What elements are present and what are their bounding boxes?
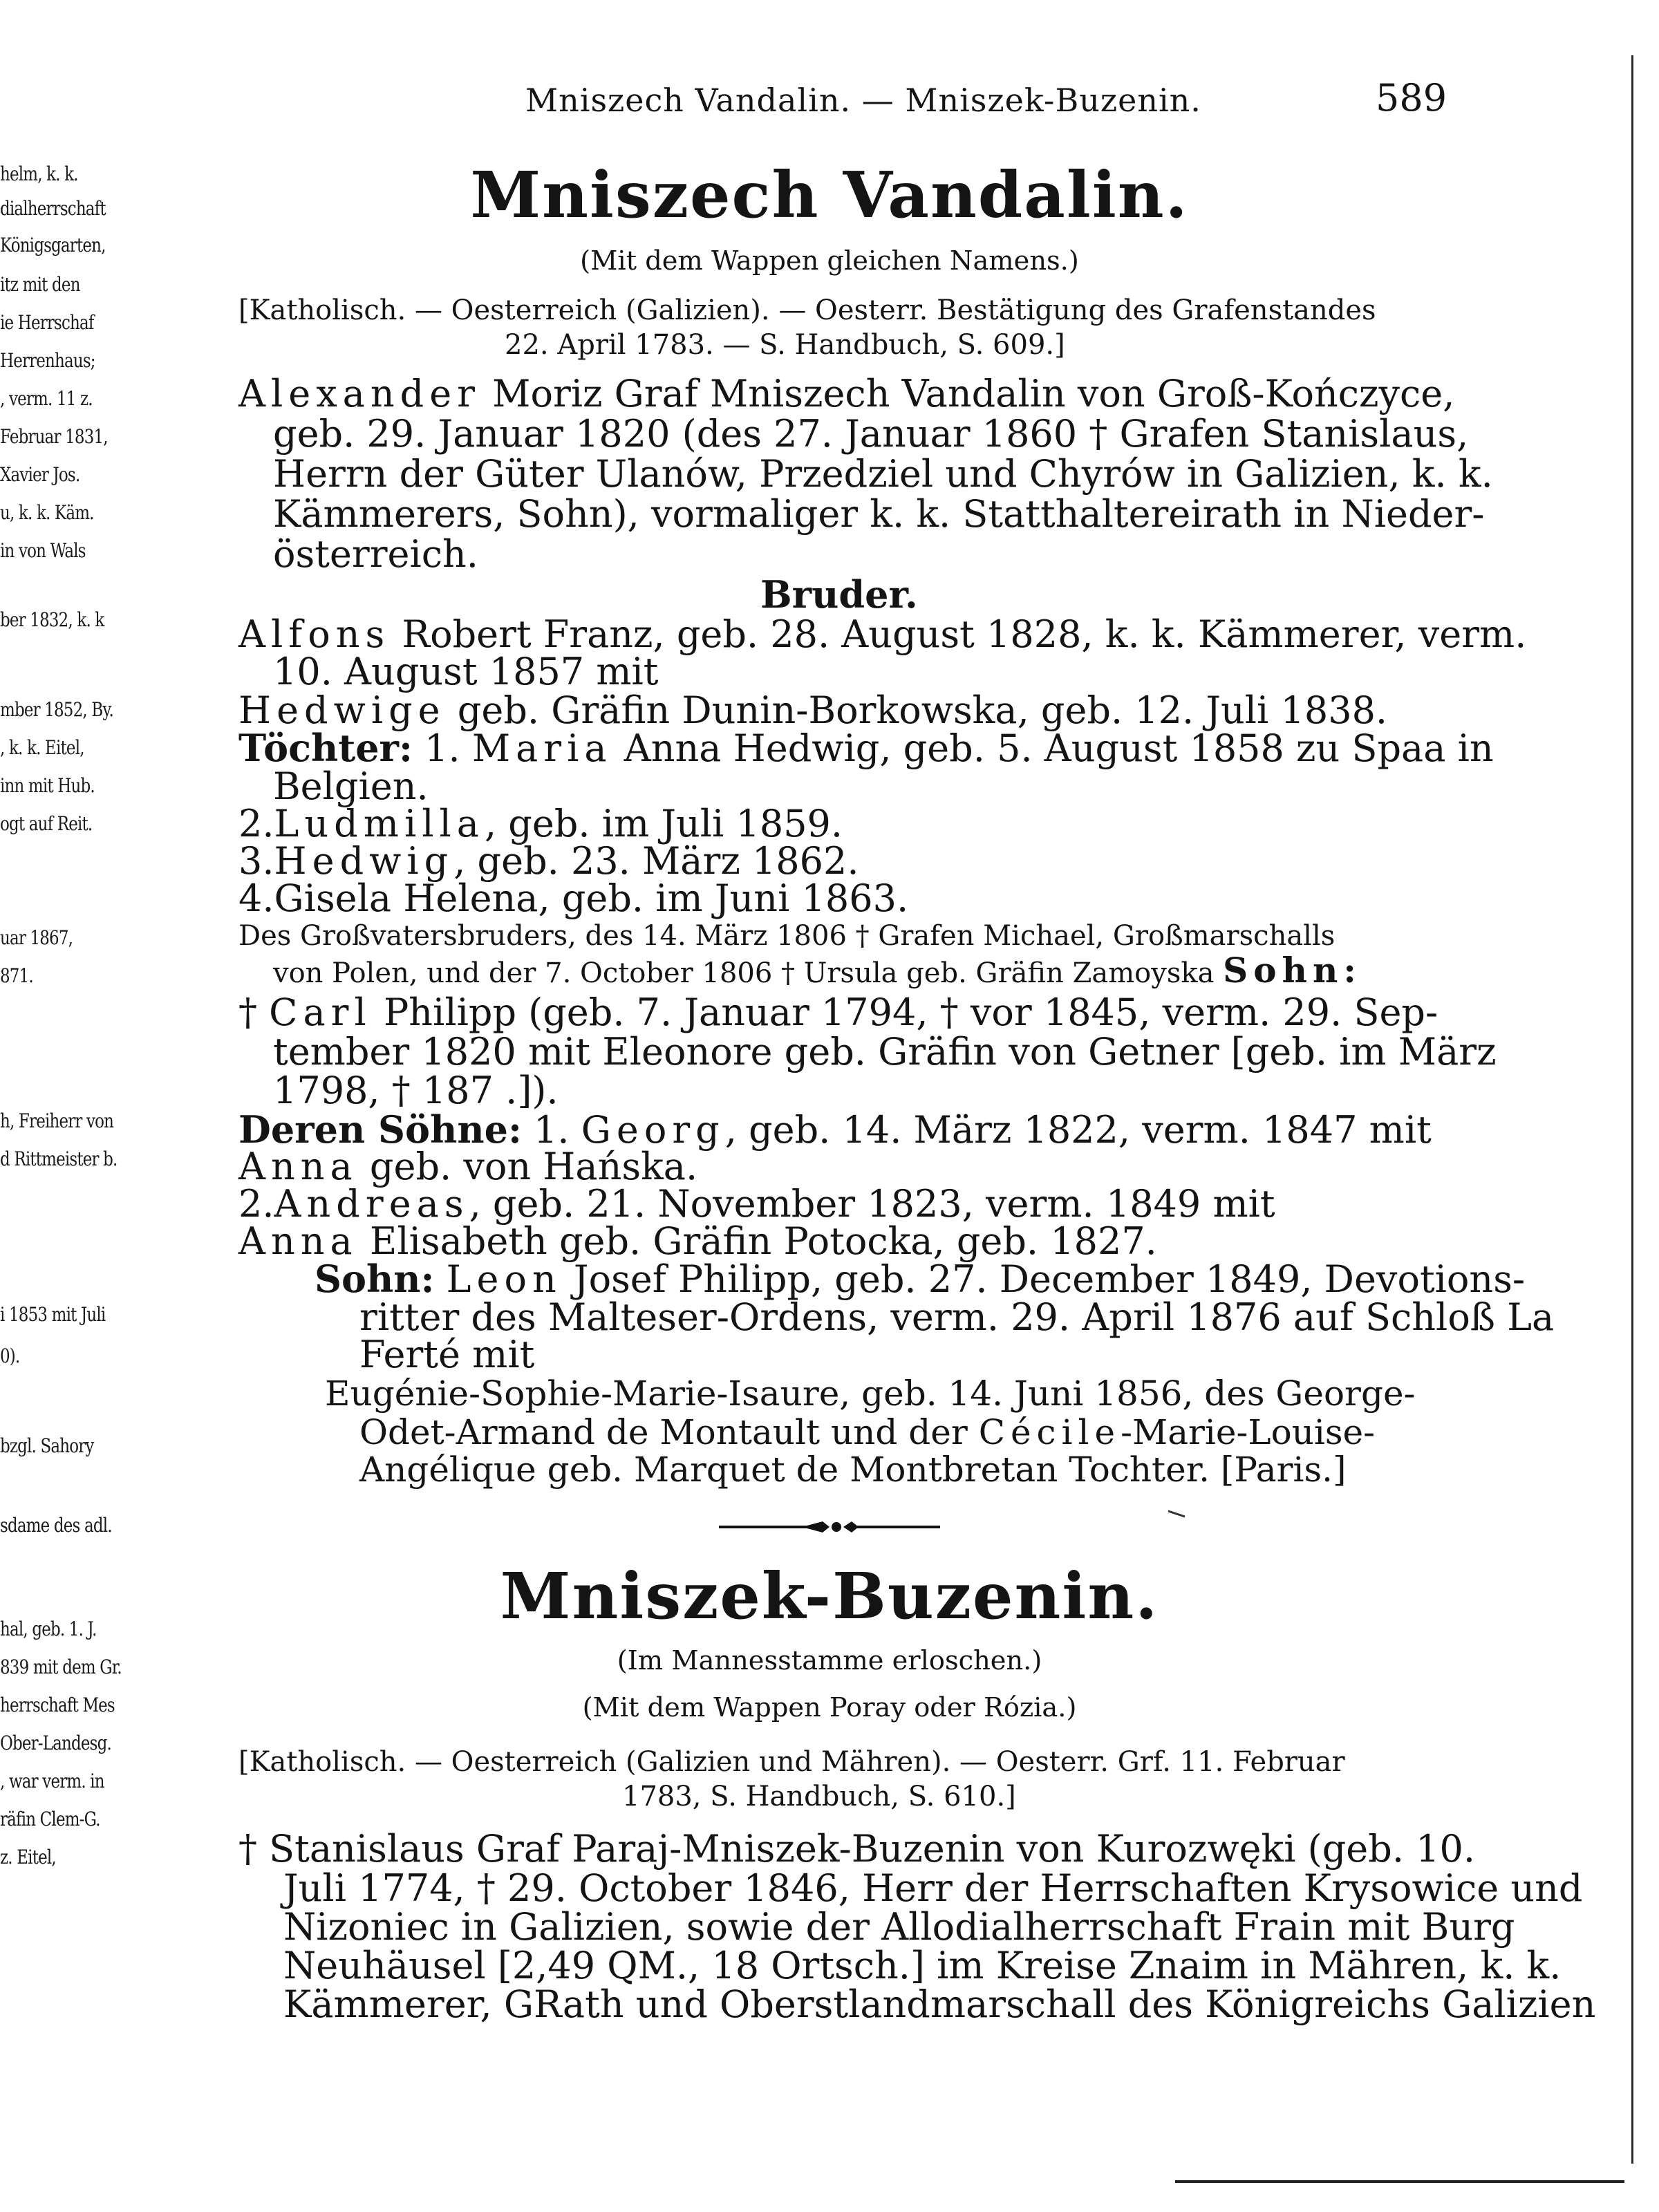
entry-text-line: ritter des Malteser-Ordens, verm. 29. April 1876 auf Schloß La — [359, 1295, 1555, 1339]
entry-meta-line: 1783, S. Handbuch, S. 610.] — [622, 1781, 1016, 1812]
entry-text-line: 3.Hedwig, geb. 23. März 1862. — [238, 839, 859, 883]
entry-text-line: Eugénie-Sophie-Marie-Isaure, geb. 14. Juni 1856, des George- — [325, 1374, 1416, 1414]
gutter-fragment: , war verm. in — [0, 1770, 104, 1792]
person-name: Alexander — [238, 372, 480, 415]
entry-text-line: Herrn der Güter Ulanów, Przedziel und Chyrów in Galizien, k. k. — [273, 452, 1493, 496]
gutter-fragment: ber 1832, k. k — [0, 608, 104, 631]
entry-text-line: tember 1820 mit Eleonore geb. Gräfin von Getner [geb. im März — [273, 1030, 1497, 1074]
entry-text-line: Kämmerers, Sohn), vormaliger k. k. Statthaltereirath in Nieder- — [273, 492, 1485, 536]
gutter-fragment: h, Freiherr von — [0, 1109, 114, 1132]
gutter-fragment: inn mit Hub. — [0, 774, 95, 797]
gutter-fragment: räfin Clem-G. — [0, 1808, 100, 1830]
page-edge-rule — [1631, 55, 1633, 2164]
person-name: Alfons — [238, 612, 391, 656]
entry-text-line: 10. August 1857 mit — [273, 650, 659, 693]
gutter-fragment: sdame des adl. — [0, 1514, 112, 1537]
gutter-fragment: itz mit den — [0, 273, 80, 296]
entry-meta-line: [Katholisch. — Oesterreich (Galizien und Mähren). — Oesterr. Grf. 11. Februar — [238, 1746, 1345, 1778]
person-name: Gisela — [274, 877, 392, 920]
page-number: 589 — [1376, 76, 1447, 120]
gutter-fragment: d Rittmeister b. — [0, 1147, 118, 1170]
entry-text-line: Ferté mit — [359, 1333, 535, 1376]
entry-text-line: 4.Gisela Helena, geb. im Juni 1863. — [238, 877, 909, 920]
person-name: Cécile — [978, 1412, 1121, 1452]
person-name: Hedwige — [238, 688, 446, 732]
gutter-fragment: 839 mit dem Gr. — [0, 1656, 122, 1678]
gutter-fragment: ogt auf Reit. — [0, 812, 93, 835]
section-heading-bruder: Bruder. — [760, 572, 918, 617]
entry-text-line: Deren Söhne: 1. Georg, geb. 14. März 1822, verm. 1847 mit — [238, 1107, 1432, 1152]
divider-ornament — [802, 1521, 830, 1533]
gutter-fragment: z. Eitel, — [0, 1846, 56, 1868]
person-name: Anna — [238, 1145, 358, 1188]
gutter-fragment: u, k. k. Käm. — [0, 501, 94, 524]
entry-text-line: 1798, † 187 .]). — [273, 1069, 559, 1112]
entry-text-line: Odet-Armand de Montault und der Cécile-Marie-Louise- — [359, 1412, 1376, 1452]
entry-text-line: Belgien. — [273, 765, 429, 808]
divider-ornament — [843, 1521, 859, 1533]
entry-text-line: Alfons Robert Franz, geb. 28. August 1828, k. k. Kämmerer, verm. — [238, 612, 1527, 656]
entry-text-line: Angélique geb. Marquet de Montbretan Tochter. [Paris.] — [359, 1450, 1347, 1490]
label-toechter: Töchter: — [238, 726, 413, 770]
entry-text-line: Juli 1774, † 29. October 1846, Herr der Herrschaften Krysowice und — [283, 1866, 1583, 1910]
entry-text-line: 2.Ludmilla, geb. im Juli 1859. — [238, 802, 843, 845]
entry-text-line: Kämmerer, GRath und Oberstlandmarschall des Königreichs Galizien — [283, 1983, 1596, 2026]
gutter-fragment: helm, k. k. — [0, 162, 78, 185]
divider-dot — [832, 1522, 841, 1532]
person-name: Ludmilla — [274, 802, 485, 845]
gutter-fragment: herrschaft Mes — [0, 1694, 115, 1716]
person-name: Carl — [269, 991, 372, 1034]
person-name: Leon — [446, 1257, 562, 1301]
gutter-fragment: bzgl. Sahory — [0, 1434, 94, 1457]
entry-text-line: Anna Elisabeth geb. Gräfin Potocka, geb. 1827. — [238, 1219, 1157, 1263]
gutter-fragment: Königsgarten, — [0, 234, 106, 256]
gutter-fragment: Ober-Landesg. — [0, 1732, 111, 1754]
entry-title-mniszech-vandalin: Mniszech Vandalin. — [470, 158, 1189, 232]
gutter-fragment: i 1853 mit Juli — [0, 1303, 106, 1326]
person-name: Maria — [471, 727, 612, 770]
person-name: Hedwig — [274, 839, 454, 883]
label-sohn: Sohn: — [1223, 950, 1362, 991]
entry-meta-line: [Katholisch. — Oesterreich (Galizien). — Oesterr. Bestätigung des Grafenstandes — [238, 294, 1376, 326]
entry-text-line: 2.Andreas, geb. 21. November 1823, verm. 1849 mit — [238, 1182, 1275, 1226]
entry-meta-line: 22. April 1783. — S. Handbuch, S. 609.] — [505, 329, 1065, 361]
gutter-fragment: Februar 1831, — [0, 425, 108, 448]
entry-text-line: Alexander Moriz Graf Mniszech Vandalin von Groß-Kończyce, — [238, 372, 1455, 415]
gutter-fragment: 0). — [0, 1344, 20, 1367]
person-name: Anna — [238, 1219, 358, 1263]
ornamental-divider — [719, 1517, 940, 1537]
entry-text-line: geb. 29. Januar 1820 (des 27. Januar 1860 † Grafen Stanislaus, — [273, 412, 1469, 456]
running-head: Mniszech Vandalin. — Mniszek-Buzenin. — [525, 82, 1201, 119]
death-cross: † — [238, 991, 257, 1034]
entry-title-mniszek-buzenin: Mniszek-Buzenin. — [500, 1559, 1159, 1633]
entry-text-line: Anna geb. von Hańska. — [238, 1145, 698, 1188]
entry-text-line-small: Des Großvatersbruders, des 14. März 1806 † Grafen Michael, Großmarschalls — [238, 920, 1335, 952]
label-deren-soehne: Deren Söhne: — [238, 1107, 522, 1152]
gutter-fragment: Herrenhaus; — [0, 349, 95, 372]
gutter-fragment: uar 1867, — [0, 926, 73, 949]
entry-subtitle: (Mit dem Wappen gleichen Namens.) — [580, 245, 1079, 276]
person-name: Andreas — [274, 1182, 469, 1226]
entry-subtitle: (Mit dem Wappen Poray oder Rózia.) — [582, 1692, 1077, 1723]
person-name: Georg — [581, 1108, 725, 1152]
gutter-fragment: mber 1852, By. — [0, 698, 113, 721]
entry-text-line: † Stanislaus Graf Paraj-Mniszek-Buzenin von Kurozwęki (geb. 10. — [238, 1827, 1476, 1871]
entry-text-line-small: von Polen, und der 7. October 1806 † Ursula geb. Gräfin Zamoyska Sohn: — [273, 950, 1362, 991]
entry-text-line: † Carl Philipp (geb. 7. Januar 1794, † vor 1845, verm. 29. Sep- — [238, 991, 1438, 1034]
gutter-fragment: in von Wals — [0, 539, 86, 562]
label-sohn: Sohn: — [315, 1257, 435, 1301]
page-bottom-rule — [1175, 2180, 1624, 2183]
entry-text-line: Sohn: Leon Josef Philipp, geb. 27. December 1849, Devotions- — [315, 1257, 1526, 1301]
entry-text-line: Nizoniec in Galizien, sowie der Allodialherrschaft Frain mit Burg — [283, 1905, 1515, 1949]
stray-mark — [1168, 1510, 1185, 1518]
gutter-fragment: , k. k. Eitel, — [0, 736, 84, 759]
gutter-fragment: 871. — [0, 964, 33, 987]
entry-text-line: Hedwige geb. Gräfin Dunin-Borkowska, geb. 12. Juli 1838. — [238, 688, 1388, 732]
gutter-fragment: , verm. 11 z. — [0, 387, 93, 410]
entry-subtitle: (Im Mannesstamme erloschen.) — [617, 1645, 1042, 1676]
gutter-fragment: Xavier Jos. — [0, 463, 80, 486]
gutter-fragment: hal, geb. 1. J. — [0, 1618, 97, 1640]
entry-text-line: österreich. — [273, 532, 478, 576]
gutter-fragment: dialherrschaft — [0, 197, 106, 220]
entry-text-line: Neuhäusel [2,49 QM., 18 Ortsch.] im Kreise Znaim in Mähren, k. k. — [283, 1944, 1562, 1987]
entry-text-line: Töchter: 1. Maria Anna Hedwig, geb. 5. August 1858 zu Spaa in — [238, 726, 1494, 770]
gutter-fragments — [0, 0, 131, 2212]
gutter-fragment: ie Herrschaf — [0, 311, 94, 334]
